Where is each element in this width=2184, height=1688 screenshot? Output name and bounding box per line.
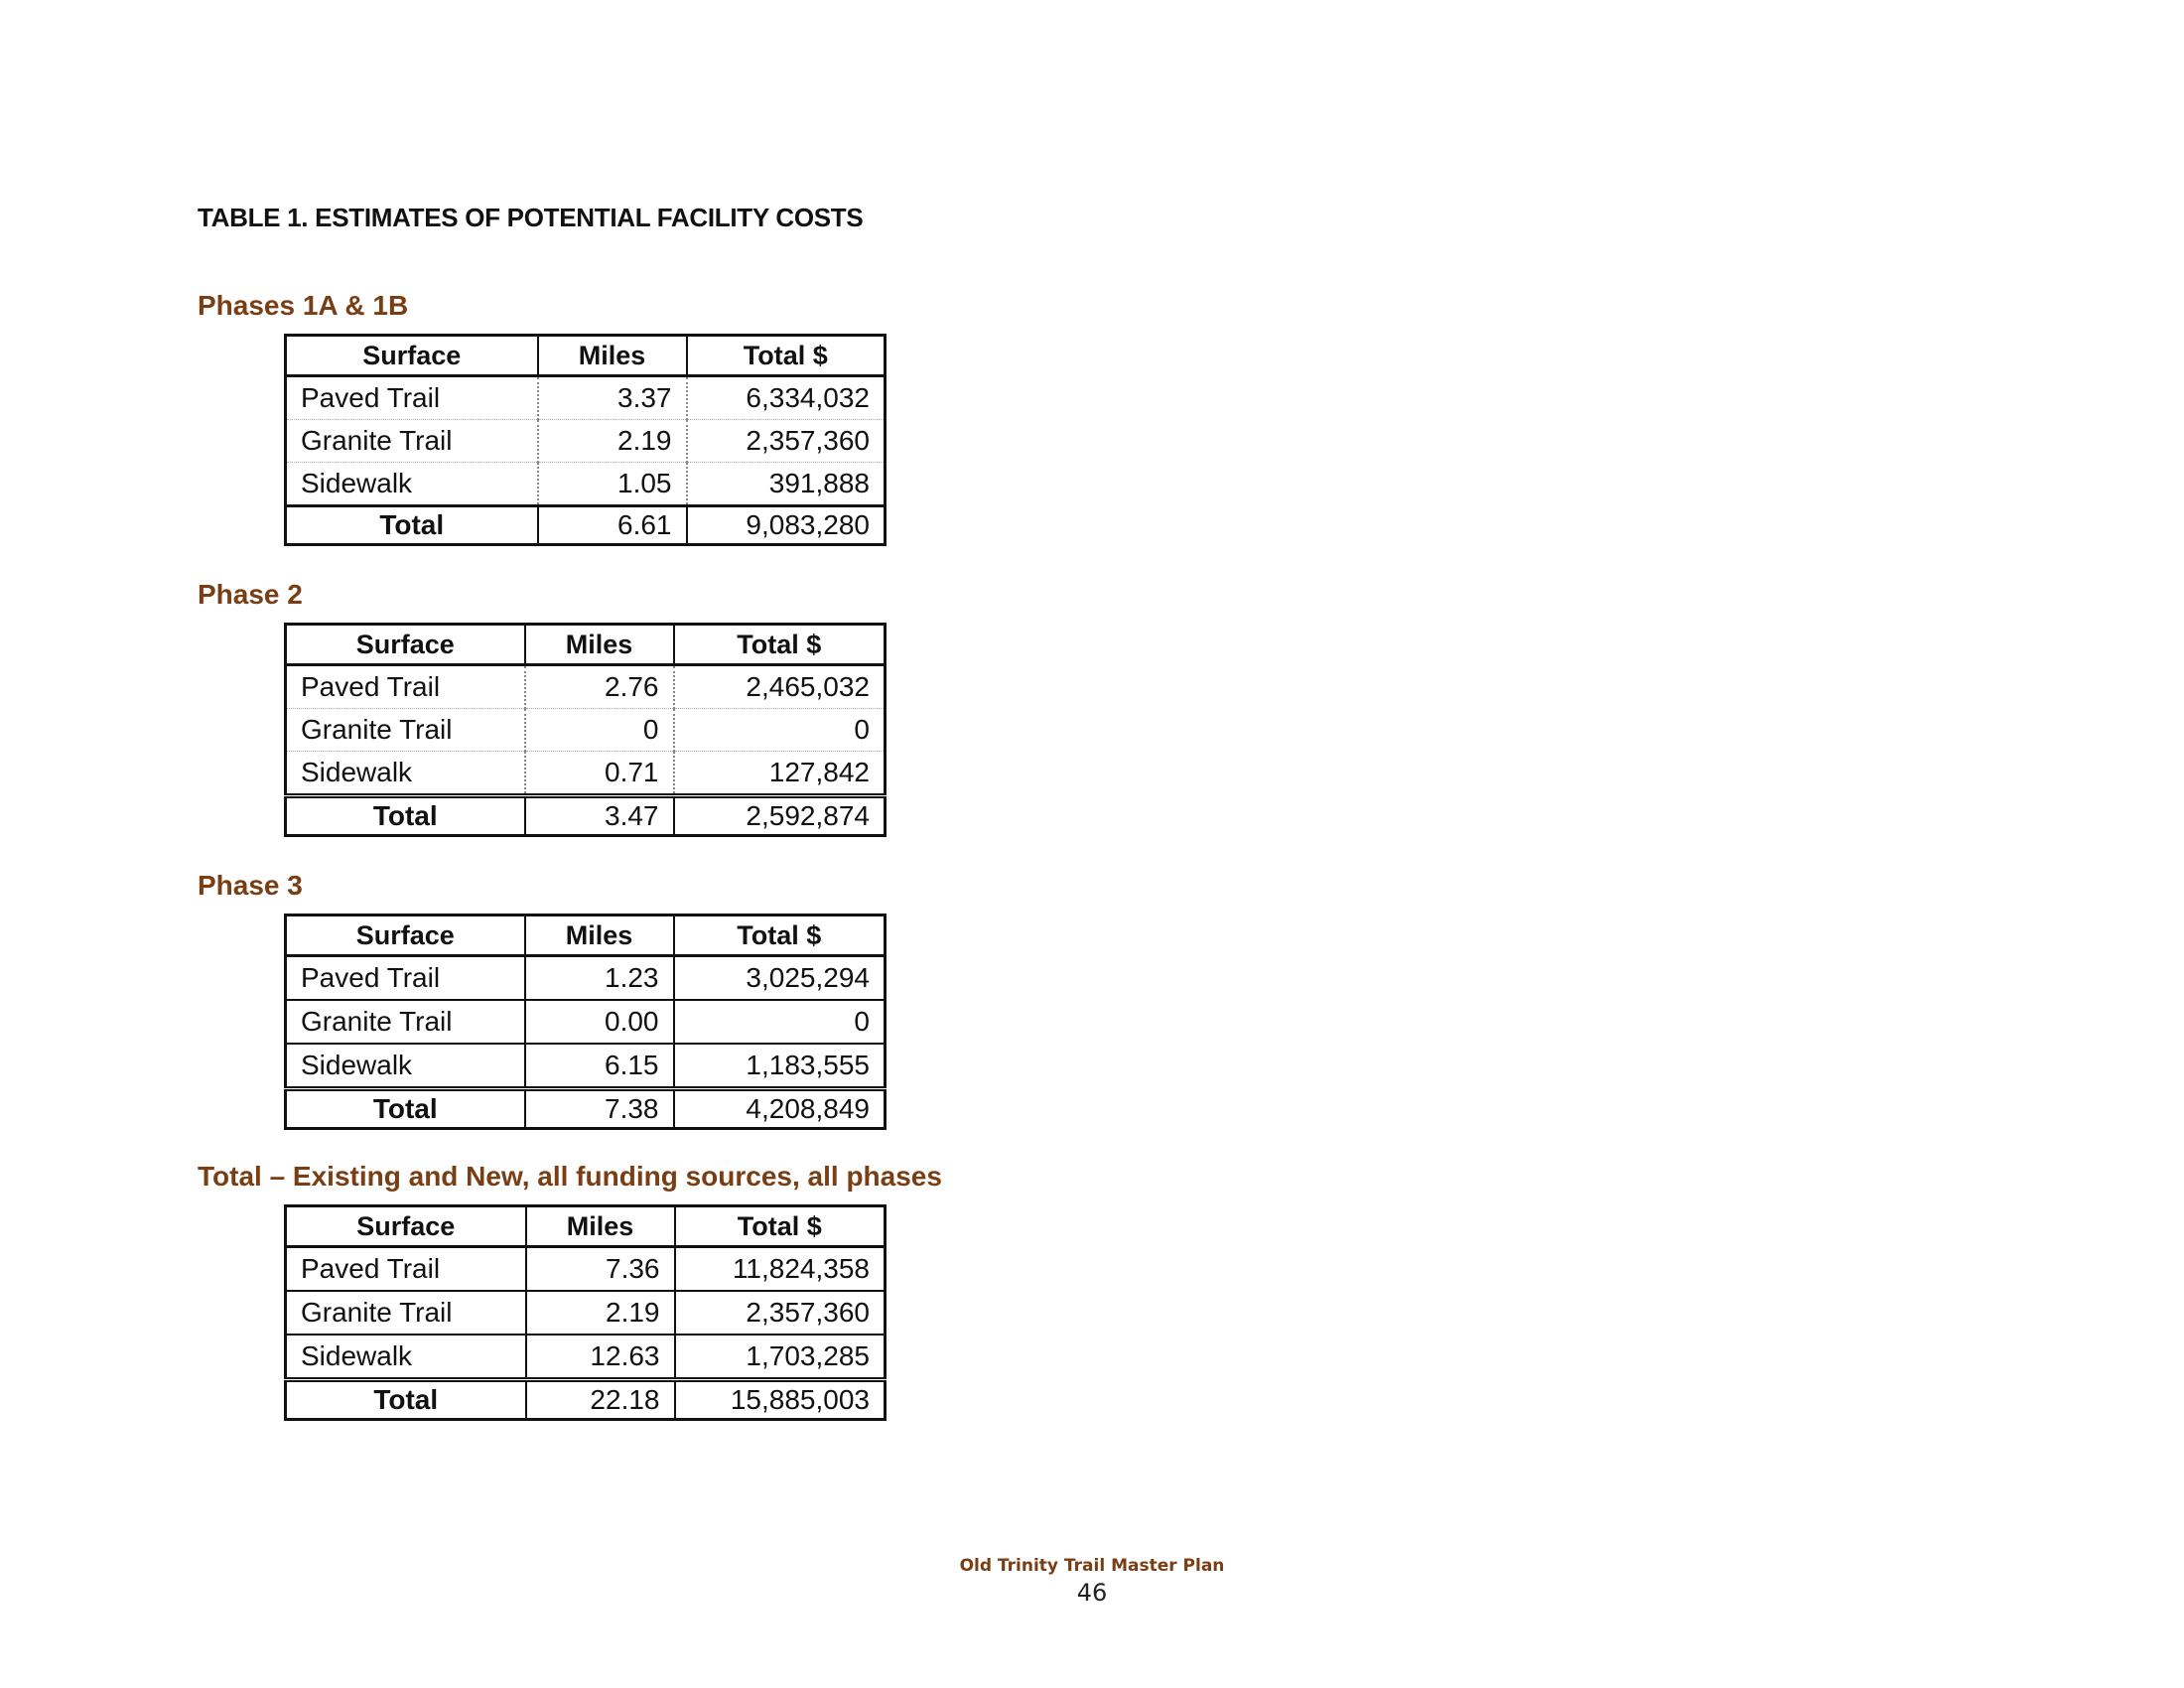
cell-total-amount: 9,083,280 [687, 506, 886, 545]
section-heading-phase-2: Phase 2 [198, 579, 303, 610]
table-header-row [286, 625, 886, 665]
cell-total: 1,703,285 [675, 1335, 886, 1380]
cell-miles: 3.37 [538, 376, 687, 420]
cell-total-miles: 3.47 [525, 796, 674, 836]
section-heading-phase-3: Phase 3 [198, 870, 303, 901]
column-header-miles: Miles [525, 915, 674, 956]
column-header-surface: Surface [286, 625, 525, 665]
cell-total-label: Total [286, 506, 538, 545]
column-header-surface: Surface [286, 915, 525, 956]
cell-total-label: Total [286, 796, 525, 836]
table-row [286, 420, 886, 463]
cell-surface: Paved Trail [286, 956, 525, 1001]
cell-total: 127,842 [674, 752, 886, 796]
cell-total: 3,025,294 [674, 956, 886, 1001]
cell-miles: 0.00 [525, 1000, 674, 1044]
column-header-total: Total $ [675, 1206, 886, 1247]
column-header-total: Total $ [674, 915, 886, 956]
cell-total: 11,824,358 [675, 1247, 886, 1292]
cell-miles: 1.05 [538, 463, 687, 506]
cell-miles: 2.19 [526, 1291, 675, 1335]
cell-miles: 0 [525, 709, 674, 752]
footer-document-title: Old Trinity Trail Master Plan [959, 1556, 1225, 1576]
section-heading-total-all-phases: Total – Existing and New, all funding sources, all phases [198, 1161, 942, 1192]
table-row [286, 752, 886, 796]
cell-surface: Sidewalk [286, 752, 525, 796]
table-total-row [286, 796, 886, 836]
cell-surface: Granite Trail [286, 709, 525, 752]
column-header-surface: Surface [286, 336, 538, 376]
cell-total-miles: 7.38 [525, 1089, 674, 1129]
cell-total: 391,888 [687, 463, 886, 506]
cost-table-phases-1a-1b [284, 334, 887, 546]
cell-miles: 2.76 [525, 665, 674, 709]
cell-total: 2,357,360 [687, 420, 886, 463]
column-header-miles: Miles [526, 1206, 675, 1247]
cell-surface: Sidewalk [286, 1335, 526, 1380]
cell-total-amount: 15,885,003 [675, 1380, 886, 1420]
cell-total: 2,357,360 [675, 1291, 886, 1335]
table-row [286, 1335, 886, 1380]
table-total-row [286, 506, 886, 545]
cell-total-label: Total [286, 1089, 525, 1129]
table-row [286, 376, 886, 420]
cell-surface: Paved Trail [286, 376, 538, 420]
table-header-row [286, 1206, 886, 1247]
cell-surface: Granite Trail [286, 1291, 526, 1335]
page-number: 46 [1076, 1579, 1108, 1607]
cell-miles: 0.71 [525, 752, 674, 796]
table-total-row [286, 1089, 886, 1129]
cell-total-amount: 4,208,849 [674, 1089, 886, 1129]
table-row [286, 1000, 886, 1044]
page-title: TABLE 1. ESTIMATES OF POTENTIAL FACILITY COSTS [198, 203, 864, 232]
table-row [286, 1044, 886, 1089]
table-row [286, 1291, 886, 1335]
column-header-miles: Miles [525, 625, 674, 665]
section-heading-phases-1a-1b: Phases 1A & 1B [198, 290, 409, 321]
table-row [286, 956, 886, 1001]
cell-total-label: Total [286, 1380, 526, 1420]
cell-surface: Granite Trail [286, 1000, 525, 1044]
cost-table-phase-2 [284, 623, 887, 837]
column-header-total: Total $ [674, 625, 886, 665]
cost-table-total-all-phases [284, 1204, 887, 1421]
cell-total: 6,334,032 [687, 376, 886, 420]
cell-miles: 6.15 [525, 1044, 674, 1089]
cell-surface: Sidewalk [286, 463, 538, 506]
table-header-row [286, 915, 886, 956]
table-row [286, 709, 886, 752]
cell-miles: 1.23 [525, 956, 674, 1001]
table-row [286, 463, 886, 506]
table-header-row [286, 336, 886, 376]
cell-total: 1,183,555 [674, 1044, 886, 1089]
cell-surface: Sidewalk [286, 1044, 525, 1089]
cell-total-miles: 22.18 [526, 1380, 675, 1420]
cell-total-amount: 2,592,874 [674, 796, 886, 836]
column-header-miles: Miles [538, 336, 687, 376]
cost-table-phase-3 [284, 914, 887, 1130]
column-header-surface: Surface [286, 1206, 526, 1247]
cell-total: 2,465,032 [674, 665, 886, 709]
table-row [286, 1247, 886, 1292]
cell-total: 0 [674, 709, 886, 752]
cell-miles: 7.36 [526, 1247, 675, 1292]
column-header-total: Total $ [687, 336, 886, 376]
cell-miles: 2.19 [538, 420, 687, 463]
cell-total: 0 [674, 1000, 886, 1044]
cell-total-miles: 6.61 [538, 506, 687, 545]
cell-surface: Paved Trail [286, 665, 525, 709]
table-total-row [286, 1380, 886, 1420]
cell-surface: Granite Trail [286, 420, 538, 463]
cell-surface: Paved Trail [286, 1247, 526, 1292]
table-row [286, 665, 886, 709]
cell-miles: 12.63 [526, 1335, 675, 1380]
